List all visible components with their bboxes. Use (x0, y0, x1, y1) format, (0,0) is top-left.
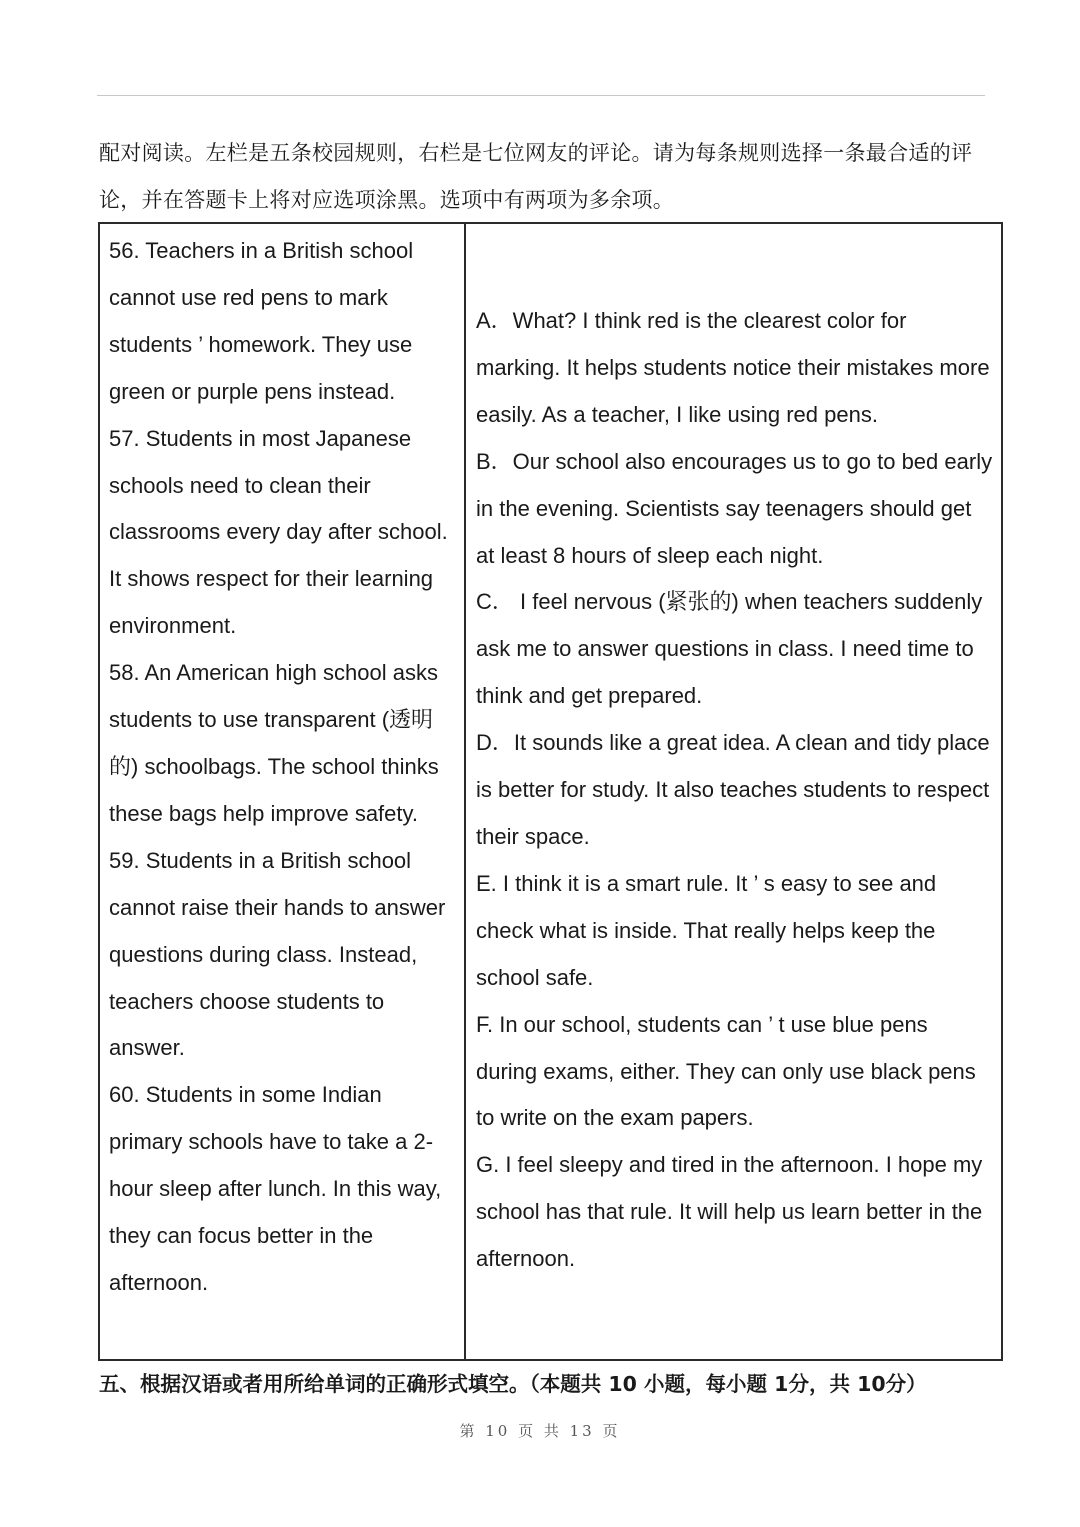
section-heading: 五、根据汉语或者用所给单词的正确形式填空。（本题共 10 小题，每小题 1分，共 10分） (99, 1372, 927, 1396)
rules-column (99, 223, 465, 1360)
header-divider (97, 95, 985, 96)
comment-c: C． I feel nervous (紧张的) when teachers suddenly ask me to answer questions in class. I need time to think and get prepared. (476, 589, 983, 709)
comment-d: D．It sounds like a great idea. A clean and tidy place is better for study. It also teaches students to respect their space. (476, 730, 990, 849)
rule-60: 60. Students in some Indian primary schools have to take a 2-hour sleep after lunch. In this way, they can focus better in the afternoon. (109, 1082, 442, 1295)
rule-56: 56. Teachers in a British school cannot use red pens to mark students ’ homework. They use green or purple pens instead. (109, 238, 414, 404)
page-number-footer: 第 10 页 共 13 页 (459, 1422, 621, 1440)
rule-58: 58. An American high school asks students to use transparent (透明的) schoolbags. The school thinks these bags help improve safety. (109, 660, 439, 826)
matching-table-row (99, 223, 1002, 1360)
rule-59: 59. Students in a British school cannot raise their hands to answer questions during class. Instead, teachers choose students to answer. (109, 847, 446, 1061)
comment-a: A．What? I think red is the clearest color for marking. It helps students notice their mistakes more easily. As a teacher, I like using red pens. (476, 308, 990, 427)
rule-57: 57. Students in most Japanese schools need to clean their classrooms every day after school. It shows respect for their learning environment. (109, 425, 448, 639)
comment-g: G. I feel sleepy and tired in the afternoon. I hope my school has that rule. It will help us learn better in the afternoon. (476, 1152, 983, 1272)
matching-table (98, 222, 1003, 1361)
comments-column (465, 223, 1002, 1360)
instructions-text: 配对阅读。左栏是五条校园规则，右栏是七位网友的评论。请为每条规则选择一条最合适的评论，并在答题卡上将对应选项涂黑。选项中有两项为多余项。 (99, 141, 973, 212)
comment-e: E. I think it is a smart rule. It ’ s easy to see and check what is inside. That really helps keep the school safe. (476, 870, 937, 990)
comment-f: F. In our school, students can ’ t use blue pens during exams, either. They can only use black pens to write on the exam papers. (476, 1011, 976, 1131)
comment-b: B．Our school also encourages us to go to bed early in the evening. Scientists say teenagers should get at least 8 hours of sleep each night. (476, 448, 993, 568)
